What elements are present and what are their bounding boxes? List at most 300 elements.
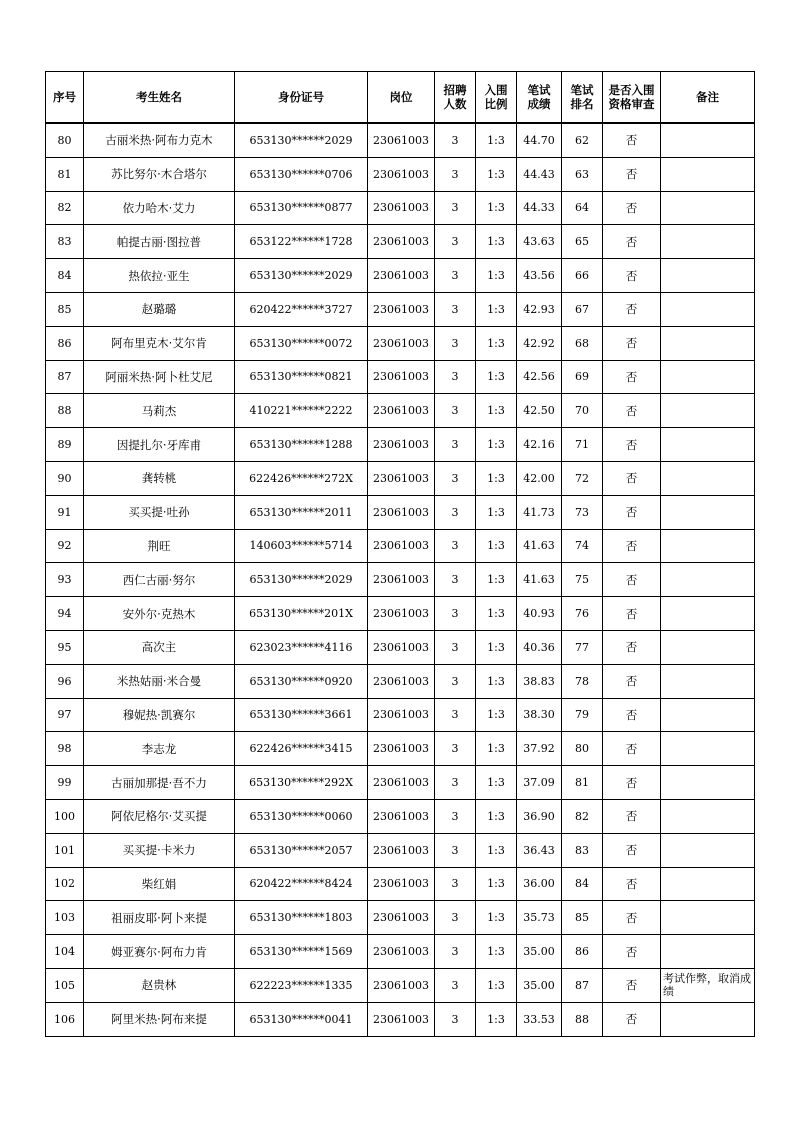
cell-rank: 64 bbox=[562, 191, 603, 225]
cell-id: 653130******3661 bbox=[235, 698, 368, 732]
cell-post: 23061003 bbox=[368, 360, 435, 394]
cell-hire-count: 3 bbox=[435, 935, 476, 969]
cell-post: 23061003 bbox=[368, 529, 435, 563]
cell-score: 42.93 bbox=[517, 292, 562, 326]
cell-note bbox=[661, 766, 755, 800]
cell-qualification: 否 bbox=[603, 563, 661, 597]
cell-id: 623023******4116 bbox=[235, 630, 368, 664]
cell-id: 620422******8424 bbox=[235, 867, 368, 901]
cell-post: 23061003 bbox=[368, 698, 435, 732]
table-row bbox=[46, 1002, 755, 1036]
cell-qualification: 否 bbox=[603, 630, 661, 664]
cell-id: 653130******0060 bbox=[235, 799, 368, 833]
cell-score: 36.00 bbox=[517, 867, 562, 901]
cell-hire-count: 3 bbox=[435, 766, 476, 800]
table-row bbox=[46, 563, 755, 597]
table-header bbox=[46, 72, 755, 124]
table-row bbox=[46, 867, 755, 901]
header-row bbox=[46, 72, 755, 124]
cell-seq: 90 bbox=[46, 461, 84, 495]
cell-note bbox=[661, 428, 755, 462]
header-note: 备注 bbox=[661, 72, 755, 124]
table-row bbox=[46, 766, 755, 800]
cell-id: 653130******0041 bbox=[235, 1002, 368, 1036]
cell-ratio: 1:3 bbox=[476, 157, 517, 191]
cell-seq: 97 bbox=[46, 698, 84, 732]
cell-hire-count: 3 bbox=[435, 191, 476, 225]
cell-name: 因提扎尔·牙库甫 bbox=[84, 428, 235, 462]
cell-name: 阿丽米热·阿卜杜艾尼 bbox=[84, 360, 235, 394]
cell-note bbox=[661, 597, 755, 631]
table-row bbox=[46, 664, 755, 698]
cell-id: 653130******2029 bbox=[235, 563, 368, 597]
cell-seq: 83 bbox=[46, 225, 84, 259]
cell-post: 23061003 bbox=[368, 799, 435, 833]
cell-seq: 81 bbox=[46, 157, 84, 191]
cell-hire-count: 3 bbox=[435, 597, 476, 631]
cell-note bbox=[661, 225, 755, 259]
cell-score: 35.73 bbox=[517, 901, 562, 935]
cell-seq: 101 bbox=[46, 833, 84, 867]
table-row bbox=[46, 394, 755, 428]
cell-ratio: 1:3 bbox=[476, 732, 517, 766]
cell-seq: 95 bbox=[46, 630, 84, 664]
cell-note bbox=[661, 867, 755, 901]
cell-id: 622223******1335 bbox=[235, 968, 368, 1002]
cell-post: 23061003 bbox=[368, 495, 435, 529]
cell-qualification: 否 bbox=[603, 292, 661, 326]
cell-qualification: 否 bbox=[603, 901, 661, 935]
cell-post: 23061003 bbox=[368, 259, 435, 293]
cell-rank: 84 bbox=[562, 867, 603, 901]
table-row bbox=[46, 529, 755, 563]
table-row bbox=[46, 360, 755, 394]
cell-ratio: 1:3 bbox=[476, 867, 517, 901]
cell-score: 42.56 bbox=[517, 360, 562, 394]
cell-rank: 75 bbox=[562, 563, 603, 597]
cell-rank: 65 bbox=[562, 225, 603, 259]
cell-rank: 72 bbox=[562, 461, 603, 495]
header-rank-line-2: 排名 bbox=[570, 97, 594, 111]
cell-post: 23061003 bbox=[368, 123, 435, 157]
cell-post: 23061003 bbox=[368, 833, 435, 867]
cell-post: 23061003 bbox=[368, 901, 435, 935]
cell-name: 姆亚赛尔·阿布力肯 bbox=[84, 935, 235, 969]
cell-hire-count: 3 bbox=[435, 698, 476, 732]
cell-note bbox=[661, 901, 755, 935]
cell-note bbox=[661, 630, 755, 664]
cell-name: 李志龙 bbox=[84, 732, 235, 766]
header-score bbox=[517, 72, 562, 124]
cell-score: 40.36 bbox=[517, 630, 562, 664]
cell-qualification: 否 bbox=[603, 259, 661, 293]
cell-seq: 92 bbox=[46, 529, 84, 563]
cell-rank: 87 bbox=[562, 968, 603, 1002]
cell-ratio: 1:3 bbox=[476, 799, 517, 833]
cell-note bbox=[661, 833, 755, 867]
cell-qualification: 否 bbox=[603, 867, 661, 901]
cell-seq: 99 bbox=[46, 766, 84, 800]
table-row bbox=[46, 495, 755, 529]
table-row bbox=[46, 833, 755, 867]
cell-hire-count: 3 bbox=[435, 428, 476, 462]
cell-name: 阿布里克木·艾尔肯 bbox=[84, 326, 235, 360]
cell-name: 龚转桃 bbox=[84, 461, 235, 495]
cell-score: 42.92 bbox=[517, 326, 562, 360]
cell-name: 荆旺 bbox=[84, 529, 235, 563]
cell-note bbox=[661, 698, 755, 732]
cell-seq: 87 bbox=[46, 360, 84, 394]
cell-name: 苏比努尔·木合塔尔 bbox=[84, 157, 235, 191]
cell-name: 米热姑丽·米合曼 bbox=[84, 664, 235, 698]
cell-rank: 88 bbox=[562, 1002, 603, 1036]
cell-post: 23061003 bbox=[368, 867, 435, 901]
header-ratio-line-2: 比例 bbox=[484, 97, 508, 111]
cell-rank: 70 bbox=[562, 394, 603, 428]
cell-post: 23061003 bbox=[368, 292, 435, 326]
cell-id: 622426******3415 bbox=[235, 732, 368, 766]
cell-score: 43.56 bbox=[517, 259, 562, 293]
cell-rank: 80 bbox=[562, 732, 603, 766]
cell-hire-count: 3 bbox=[435, 968, 476, 1002]
cell-rank: 62 bbox=[562, 123, 603, 157]
cell-qualification: 否 bbox=[603, 157, 661, 191]
table-row bbox=[46, 292, 755, 326]
cell-name: 古丽加那提·吾不力 bbox=[84, 766, 235, 800]
cell-hire-count: 3 bbox=[435, 732, 476, 766]
cell-seq: 105 bbox=[46, 968, 84, 1002]
cell-hire-count: 3 bbox=[435, 664, 476, 698]
cell-name: 阿依尼格尔·艾买提 bbox=[84, 799, 235, 833]
cell-score: 41.73 bbox=[517, 495, 562, 529]
cell-qualification: 否 bbox=[603, 698, 661, 732]
cell-ratio: 1:3 bbox=[476, 225, 517, 259]
cell-score: 41.63 bbox=[517, 529, 562, 563]
cell-name: 帕提古丽·图拉普 bbox=[84, 225, 235, 259]
cell-ratio: 1:3 bbox=[476, 326, 517, 360]
cell-note bbox=[661, 461, 755, 495]
cell-id: 653130******1803 bbox=[235, 901, 368, 935]
cell-hire-count: 3 bbox=[435, 461, 476, 495]
cell-score: 35.00 bbox=[517, 968, 562, 1002]
cell-note bbox=[661, 529, 755, 563]
header-ratio-line-1: 入围 bbox=[484, 83, 508, 97]
cell-note: 考试作弊，取消成绩 bbox=[661, 968, 755, 1002]
cell-score: 42.00 bbox=[517, 461, 562, 495]
cell-qualification: 否 bbox=[603, 935, 661, 969]
cell-seq: 104 bbox=[46, 935, 84, 969]
cell-hire-count: 3 bbox=[435, 1002, 476, 1036]
cell-post: 23061003 bbox=[368, 394, 435, 428]
cell-hire-count: 3 bbox=[435, 529, 476, 563]
cell-rank: 82 bbox=[562, 799, 603, 833]
cell-score: 37.09 bbox=[517, 766, 562, 800]
cell-id: 653130******292X bbox=[235, 766, 368, 800]
table-row bbox=[46, 428, 755, 462]
cell-note bbox=[661, 326, 755, 360]
cell-ratio: 1:3 bbox=[476, 698, 517, 732]
cell-ratio: 1:3 bbox=[476, 968, 517, 1002]
table-row bbox=[46, 191, 755, 225]
cell-hire-count: 3 bbox=[435, 394, 476, 428]
cell-seq: 91 bbox=[46, 495, 84, 529]
cell-ratio: 1:3 bbox=[476, 123, 517, 157]
cell-rank: 68 bbox=[562, 326, 603, 360]
cell-hire-count: 3 bbox=[435, 799, 476, 833]
cell-hire-count: 3 bbox=[435, 901, 476, 935]
cell-score: 38.30 bbox=[517, 698, 562, 732]
header-hire-count bbox=[435, 72, 476, 124]
cell-id: 620422******3727 bbox=[235, 292, 368, 326]
cell-score: 44.33 bbox=[517, 191, 562, 225]
cell-rank: 73 bbox=[562, 495, 603, 529]
cell-score: 42.50 bbox=[517, 394, 562, 428]
header-qual-line-1: 是否入围 bbox=[608, 83, 655, 97]
cell-name: 西仁古丽·努尔 bbox=[84, 563, 235, 597]
table-row bbox=[46, 597, 755, 631]
cell-score: 37.92 bbox=[517, 732, 562, 766]
cell-name: 买买提·吐孙 bbox=[84, 495, 235, 529]
cell-name: 安外尔·克热木 bbox=[84, 597, 235, 631]
cell-post: 23061003 bbox=[368, 225, 435, 259]
cell-id: 653130******0072 bbox=[235, 326, 368, 360]
cell-id: 653130******0821 bbox=[235, 360, 368, 394]
cell-id: 410221******2222 bbox=[235, 394, 368, 428]
cell-qualification: 否 bbox=[603, 360, 661, 394]
cell-score: 35.00 bbox=[517, 935, 562, 969]
cell-name: 依力哈木·艾力 bbox=[84, 191, 235, 225]
cell-seq: 88 bbox=[46, 394, 84, 428]
cell-id: 140603******5714 bbox=[235, 529, 368, 563]
cell-hire-count: 3 bbox=[435, 123, 476, 157]
cell-note bbox=[661, 191, 755, 225]
cell-score: 43.63 bbox=[517, 225, 562, 259]
table-row bbox=[46, 225, 755, 259]
exam-results-table bbox=[45, 71, 755, 1037]
cell-rank: 67 bbox=[562, 292, 603, 326]
cell-note bbox=[661, 292, 755, 326]
header-score-line-1: 笔试 bbox=[527, 83, 551, 97]
cell-name: 赵璐璐 bbox=[84, 292, 235, 326]
cell-hire-count: 3 bbox=[435, 630, 476, 664]
cell-post: 23061003 bbox=[368, 630, 435, 664]
cell-note bbox=[661, 732, 755, 766]
cell-hire-count: 3 bbox=[435, 563, 476, 597]
cell-qualification: 否 bbox=[603, 123, 661, 157]
cell-ratio: 1:3 bbox=[476, 495, 517, 529]
cell-post: 23061003 bbox=[368, 461, 435, 495]
cell-rank: 71 bbox=[562, 428, 603, 462]
cell-seq: 86 bbox=[46, 326, 84, 360]
cell-rank: 85 bbox=[562, 901, 603, 935]
cell-qualification: 否 bbox=[603, 833, 661, 867]
cell-name: 高次主 bbox=[84, 630, 235, 664]
cell-ratio: 1:3 bbox=[476, 360, 517, 394]
table-row bbox=[46, 935, 755, 969]
cell-id: 653130******0706 bbox=[235, 157, 368, 191]
cell-score: 40.93 bbox=[517, 597, 562, 631]
cell-id: 653130******2029 bbox=[235, 259, 368, 293]
cell-name: 穆妮热·凯赛尔 bbox=[84, 698, 235, 732]
cell-ratio: 1:3 bbox=[476, 428, 517, 462]
cell-post: 23061003 bbox=[368, 1002, 435, 1036]
header-hire-line-2: 人数 bbox=[443, 97, 467, 111]
cell-name: 古丽米热·阿布力克木 bbox=[84, 123, 235, 157]
table-row bbox=[46, 968, 755, 1002]
cell-post: 23061003 bbox=[368, 732, 435, 766]
cell-note bbox=[661, 1002, 755, 1036]
header-rank-line-1: 笔试 bbox=[570, 83, 594, 97]
cell-name: 赵贵林 bbox=[84, 968, 235, 1002]
cell-post: 23061003 bbox=[368, 968, 435, 1002]
cell-qualification: 否 bbox=[603, 461, 661, 495]
cell-seq: 106 bbox=[46, 1002, 84, 1036]
header-ratio bbox=[476, 72, 517, 124]
cell-rank: 66 bbox=[562, 259, 603, 293]
cell-qualification: 否 bbox=[603, 968, 661, 1002]
cell-qualification: 否 bbox=[603, 1002, 661, 1036]
cell-score: 36.90 bbox=[517, 799, 562, 833]
cell-rank: 76 bbox=[562, 597, 603, 631]
cell-qualification: 否 bbox=[603, 664, 661, 698]
cell-ratio: 1:3 bbox=[476, 935, 517, 969]
cell-ratio: 1:3 bbox=[476, 664, 517, 698]
cell-seq: 94 bbox=[46, 597, 84, 631]
cell-post: 23061003 bbox=[368, 597, 435, 631]
cell-qualification: 否 bbox=[603, 529, 661, 563]
cell-post: 23061003 bbox=[368, 766, 435, 800]
cell-rank: 78 bbox=[562, 664, 603, 698]
cell-note bbox=[661, 495, 755, 529]
cell-ratio: 1:3 bbox=[476, 597, 517, 631]
cell-seq: 89 bbox=[46, 428, 84, 462]
table-row bbox=[46, 326, 755, 360]
table-row bbox=[46, 461, 755, 495]
cell-qualification: 否 bbox=[603, 799, 661, 833]
cell-ratio: 1:3 bbox=[476, 833, 517, 867]
cell-seq: 80 bbox=[46, 123, 84, 157]
cell-ratio: 1:3 bbox=[476, 292, 517, 326]
cell-rank: 77 bbox=[562, 630, 603, 664]
cell-post: 23061003 bbox=[368, 191, 435, 225]
cell-score: 41.63 bbox=[517, 563, 562, 597]
cell-ratio: 1:3 bbox=[476, 191, 517, 225]
header-id: 身份证号 bbox=[235, 72, 368, 124]
cell-note bbox=[661, 664, 755, 698]
cell-hire-count: 3 bbox=[435, 157, 476, 191]
cell-ratio: 1:3 bbox=[476, 630, 517, 664]
cell-hire-count: 3 bbox=[435, 495, 476, 529]
cell-qualification: 否 bbox=[603, 597, 661, 631]
table-row bbox=[46, 698, 755, 732]
cell-seq: 100 bbox=[46, 799, 84, 833]
cell-rank: 79 bbox=[562, 698, 603, 732]
cell-hire-count: 3 bbox=[435, 292, 476, 326]
cell-hire-count: 3 bbox=[435, 867, 476, 901]
cell-rank: 69 bbox=[562, 360, 603, 394]
cell-rank: 83 bbox=[562, 833, 603, 867]
cell-qualification: 否 bbox=[603, 495, 661, 529]
header-score-line-2: 成绩 bbox=[527, 97, 551, 111]
header-hire-line-1: 招聘 bbox=[443, 83, 467, 97]
cell-id: 653130******2011 bbox=[235, 495, 368, 529]
cell-seq: 96 bbox=[46, 664, 84, 698]
header-name: 考生姓名 bbox=[84, 72, 235, 124]
cell-post: 23061003 bbox=[368, 157, 435, 191]
table-row bbox=[46, 630, 755, 664]
cell-note bbox=[661, 259, 755, 293]
cell-qualification: 否 bbox=[603, 225, 661, 259]
cell-name: 热依拉·亚生 bbox=[84, 259, 235, 293]
cell-id: 653130******1569 bbox=[235, 935, 368, 969]
table-row bbox=[46, 123, 755, 157]
cell-id: 622426******272X bbox=[235, 461, 368, 495]
cell-post: 23061003 bbox=[368, 428, 435, 462]
cell-seq: 102 bbox=[46, 867, 84, 901]
cell-ratio: 1:3 bbox=[476, 766, 517, 800]
cell-hire-count: 3 bbox=[435, 360, 476, 394]
header-seq: 序号 bbox=[46, 72, 84, 124]
cell-seq: 93 bbox=[46, 563, 84, 597]
cell-seq: 85 bbox=[46, 292, 84, 326]
cell-qualification: 否 bbox=[603, 326, 661, 360]
cell-score: 38.83 bbox=[517, 664, 562, 698]
cell-ratio: 1:3 bbox=[476, 394, 517, 428]
cell-hire-count: 3 bbox=[435, 326, 476, 360]
cell-hire-count: 3 bbox=[435, 225, 476, 259]
cell-id: 653130******2029 bbox=[235, 123, 368, 157]
cell-note bbox=[661, 799, 755, 833]
cell-qualification: 否 bbox=[603, 191, 661, 225]
cell-post: 23061003 bbox=[368, 563, 435, 597]
cell-id: 653130******0920 bbox=[235, 664, 368, 698]
cell-score: 33.53 bbox=[517, 1002, 562, 1036]
cell-ratio: 1:3 bbox=[476, 1002, 517, 1036]
cell-qualification: 否 bbox=[603, 766, 661, 800]
cell-qualification: 否 bbox=[603, 732, 661, 766]
cell-rank: 63 bbox=[562, 157, 603, 191]
header-qualification bbox=[603, 72, 661, 124]
table-row bbox=[46, 799, 755, 833]
cell-name: 买买提·卡米力 bbox=[84, 833, 235, 867]
cell-note bbox=[661, 360, 755, 394]
cell-name: 柴红娟 bbox=[84, 867, 235, 901]
cell-name: 阿里米热·阿布来提 bbox=[84, 1002, 235, 1036]
cell-ratio: 1:3 bbox=[476, 461, 517, 495]
cell-rank: 81 bbox=[562, 766, 603, 800]
cell-seq: 103 bbox=[46, 901, 84, 935]
cell-seq: 82 bbox=[46, 191, 84, 225]
cell-score: 44.70 bbox=[517, 123, 562, 157]
cell-note bbox=[661, 123, 755, 157]
table-row bbox=[46, 732, 755, 766]
cell-ratio: 1:3 bbox=[476, 529, 517, 563]
cell-score: 36.43 bbox=[517, 833, 562, 867]
cell-seq: 84 bbox=[46, 259, 84, 293]
header-post: 岗位 bbox=[368, 72, 435, 124]
cell-seq: 98 bbox=[46, 732, 84, 766]
cell-id: 653130******1288 bbox=[235, 428, 368, 462]
table-row bbox=[46, 259, 755, 293]
cell-rank: 74 bbox=[562, 529, 603, 563]
cell-score: 42.16 bbox=[517, 428, 562, 462]
cell-note bbox=[661, 394, 755, 428]
cell-name: 马莉杰 bbox=[84, 394, 235, 428]
cell-rank: 86 bbox=[562, 935, 603, 969]
cell-note bbox=[661, 157, 755, 191]
cell-note bbox=[661, 935, 755, 969]
cell-name: 祖丽皮耶·阿卜来提 bbox=[84, 901, 235, 935]
